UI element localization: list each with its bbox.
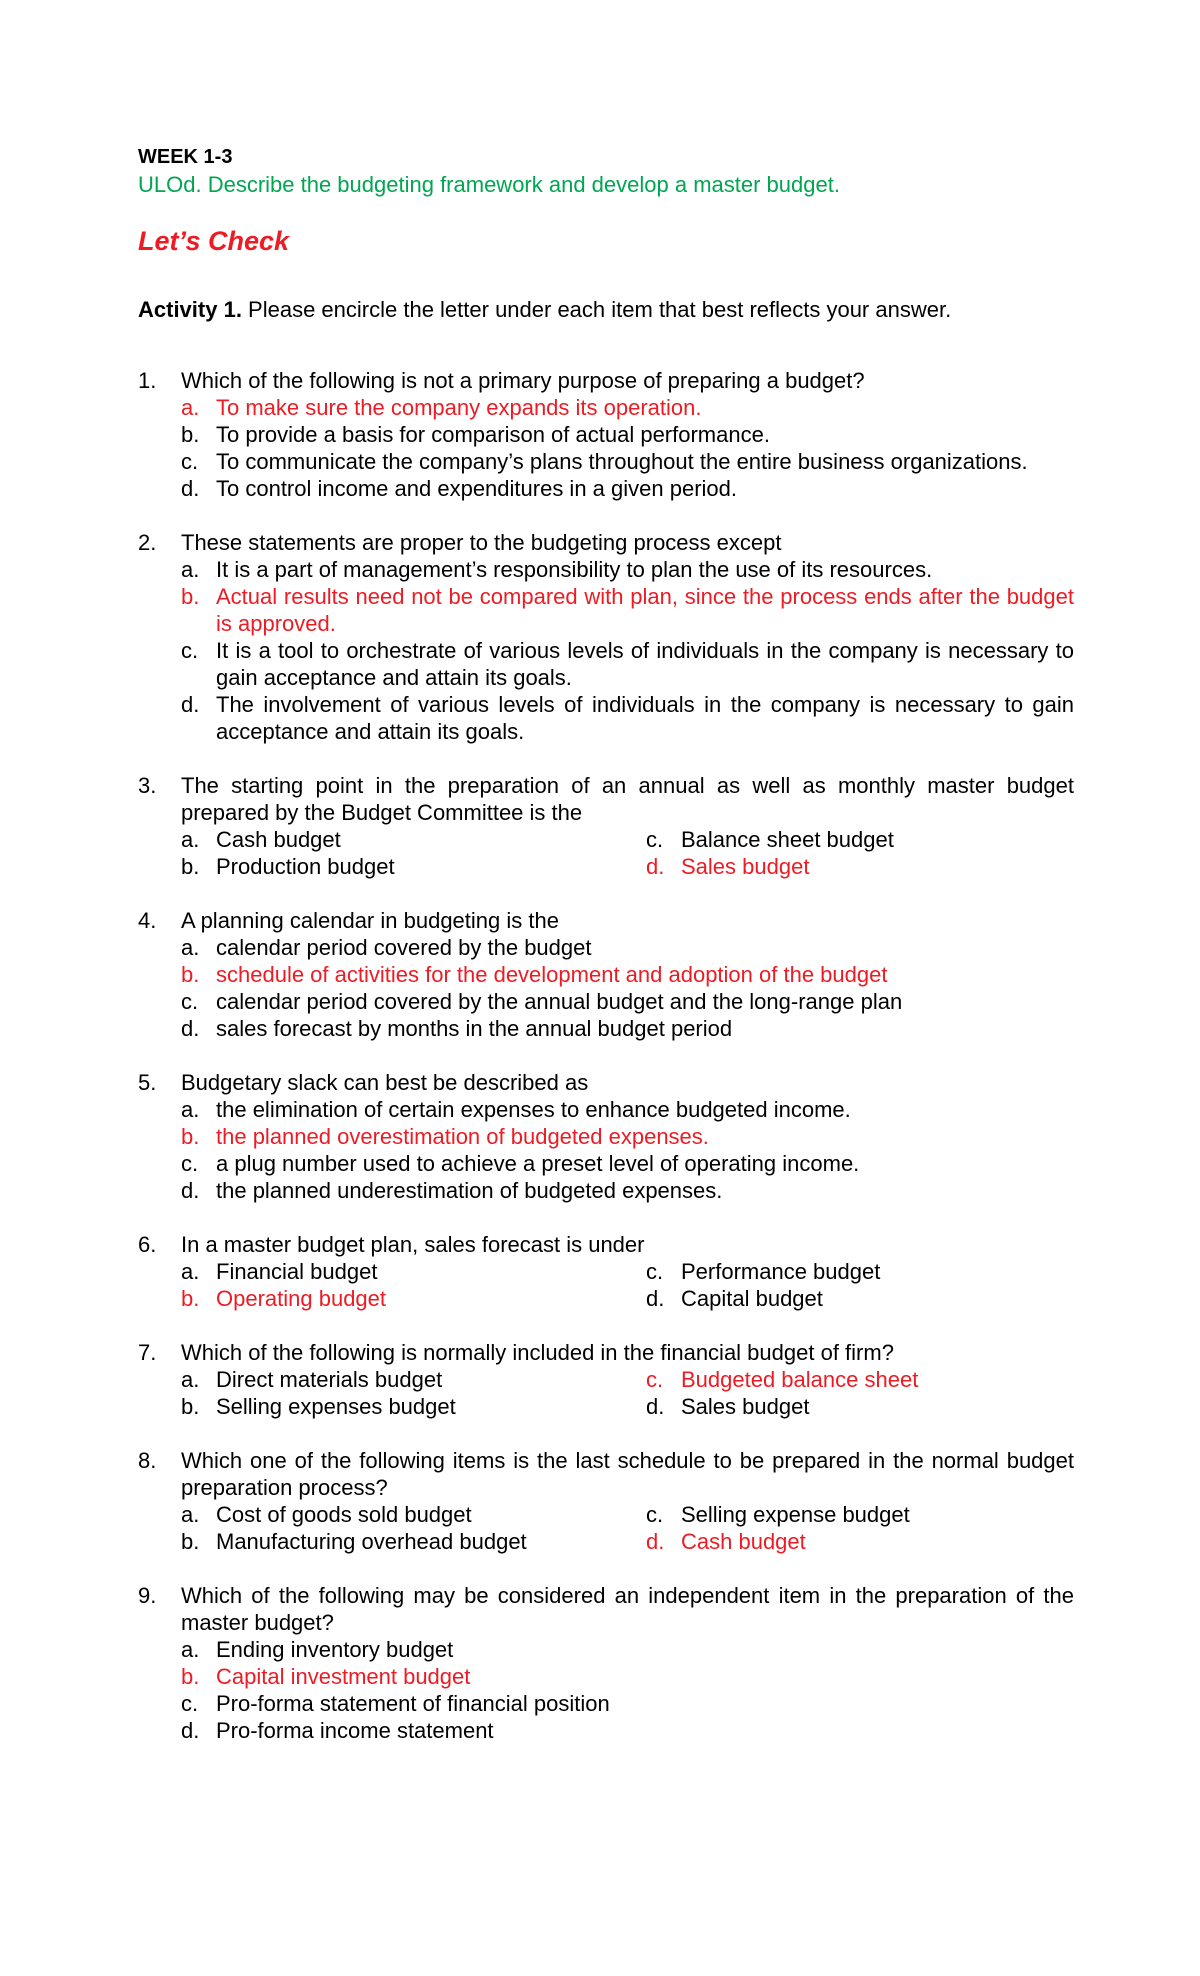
question-stem — [138, 529, 1074, 556]
answer-option[interactable] — [646, 1285, 1074, 1312]
ulo-statement: ULOd. Describe the budgeting framework and develop a master budget. — [138, 172, 840, 197]
option-letter: b. — [181, 584, 200, 609]
question-number: 4. — [138, 908, 157, 933]
answer-option[interactable] — [181, 1366, 646, 1393]
option-text: the elimination of certain expenses to enhance budgeted income. — [216, 1097, 851, 1122]
option-text: Direct materials budget — [216, 1367, 443, 1392]
option-letter: c. — [181, 638, 199, 663]
activity-label: Activity 1. — [138, 297, 242, 322]
question-number: 2. — [138, 530, 157, 555]
option-text: To provide a basis for comparison of actual performance. — [216, 422, 770, 447]
option-text: Balance sheet budget — [681, 827, 894, 852]
option-text: schedule of activities for the development and adoption of the budget — [216, 962, 888, 987]
activity-text: Please encircle the letter under each item that best reflects your answer. — [241, 297, 952, 322]
option-text: Selling expenses budget — [216, 1394, 456, 1419]
question-stem — [138, 1582, 1074, 1636]
option-letter: c. — [181, 1151, 199, 1176]
week-label: WEEK 1-3 — [138, 146, 233, 168]
question-item — [138, 1339, 1074, 1420]
answer-option[interactable] — [181, 826, 646, 853]
option-text: Operating budget — [216, 1286, 387, 1311]
answer-option-highlighted[interactable] — [181, 961, 1074, 988]
option-letter: b. — [181, 1286, 200, 1311]
option-letter: d. — [646, 1286, 665, 1311]
answer-options — [181, 934, 1074, 1042]
option-text: Actual results need not be compared with plan, since the process ends after the budget is approved. — [216, 584, 1074, 636]
answer-options — [181, 556, 1074, 745]
option-text: It is a part of management’s responsibility to plan the use of its resources. — [216, 557, 933, 582]
option-letter: b. — [181, 1529, 200, 1554]
answer-option[interactable] — [646, 1501, 1074, 1528]
answer-option[interactable] — [181, 1636, 1074, 1663]
option-letter: c. — [181, 989, 199, 1014]
option-letter: d. — [646, 854, 665, 879]
question-stem — [138, 772, 1074, 826]
question-stem — [138, 1231, 1074, 1258]
question-text: In a master budget plan, sales forecast is under — [181, 1232, 645, 1257]
question-list — [138, 367, 1074, 1771]
option-letter: b. — [181, 1394, 200, 1419]
option-text: a plug number used to achieve a preset level of operating income. — [216, 1151, 860, 1176]
option-letter: a. — [181, 557, 200, 582]
option-letter: a. — [181, 1259, 200, 1284]
option-text: The involvement of various levels of individuals in the company is necessary to gain acceptance and attain its goals. — [216, 692, 1074, 744]
answer-option[interactable] — [181, 1717, 1074, 1744]
question-text: These statements are proper to the budgeting process except — [181, 530, 782, 555]
option-text: Ending inventory budget — [216, 1637, 454, 1662]
question-item — [138, 529, 1074, 745]
option-text: Cost of goods sold budget — [216, 1502, 472, 1527]
question-number: 9. — [138, 1583, 157, 1608]
answer-option[interactable] — [181, 475, 1074, 502]
option-text: sales forecast by months in the annual budget period — [216, 1016, 733, 1041]
option-text: Cash budget — [216, 827, 341, 852]
option-text: Capital investment budget — [216, 1664, 471, 1689]
answer-option-highlighted[interactable] — [646, 1366, 1074, 1393]
answer-option-highlighted[interactable] — [181, 583, 1074, 637]
option-text: the planned overestimation of budgeted expenses. — [216, 1124, 709, 1149]
option-text: Sales budget — [681, 1394, 810, 1419]
answer-options — [181, 394, 1074, 502]
answer-option[interactable] — [181, 934, 1074, 961]
question-number: 8. — [138, 1448, 157, 1473]
option-letter: d. — [181, 476, 200, 501]
question-text: Which of the following is not a primary purpose of preparing a budget? — [181, 368, 865, 393]
question-text: The starting point in the preparation of an annual as well as monthly master budget prepared by the Budget Committee is the — [181, 773, 1074, 825]
option-text: Budgeted balance sheet — [681, 1367, 919, 1392]
option-letter: b. — [181, 1124, 200, 1149]
answer-option[interactable] — [181, 556, 1074, 583]
option-text: Production budget — [216, 854, 395, 879]
answer-options — [181, 1501, 1074, 1555]
question-text: Budgetary slack can best be described as — [181, 1070, 589, 1095]
answer-option[interactable] — [646, 1393, 1074, 1420]
answer-option[interactable] — [181, 1690, 1074, 1717]
option-letter: b. — [181, 1664, 200, 1689]
answer-option[interactable] — [181, 853, 646, 880]
answer-option[interactable] — [181, 1015, 1074, 1042]
option-text: Sales budget — [681, 854, 810, 879]
option-letter: c. — [646, 827, 664, 852]
answer-option-highlighted[interactable] — [181, 394, 1074, 421]
question-stem — [138, 1447, 1074, 1501]
option-letter: d. — [646, 1394, 665, 1419]
option-letter: d. — [646, 1529, 665, 1554]
option-letter: a. — [181, 1097, 200, 1122]
option-text: To make sure the company expands its operation. — [216, 395, 702, 420]
option-letter: b. — [181, 962, 200, 987]
answer-options — [181, 826, 1074, 880]
option-letter: a. — [181, 395, 200, 420]
answer-option[interactable] — [181, 691, 1074, 745]
question-number: 1. — [138, 368, 157, 393]
option-letter: d. — [181, 1178, 200, 1203]
option-text: Pro-forma income statement — [216, 1718, 494, 1743]
question-item — [138, 1231, 1074, 1312]
question-item — [138, 1582, 1074, 1744]
question-stem — [138, 1069, 1074, 1096]
option-letter: a. — [181, 1502, 200, 1527]
answer-option[interactable] — [181, 1501, 646, 1528]
option-text: Selling expense budget — [681, 1502, 910, 1527]
question-item — [138, 367, 1074, 502]
option-letter: a. — [181, 1367, 200, 1392]
option-text: To communicate the company’s plans throughout the entire business organizations. — [216, 449, 1028, 474]
option-text: Capital budget — [681, 1286, 823, 1311]
answer-option[interactable] — [181, 1393, 646, 1420]
answer-options — [181, 1636, 1074, 1744]
option-text: the planned underestimation of budgeted expenses. — [216, 1178, 723, 1203]
option-letter: c. — [646, 1259, 664, 1284]
answer-option-highlighted[interactable] — [646, 1528, 1074, 1555]
option-letter: c. — [181, 449, 199, 474]
section-title: Let’s Check — [138, 226, 290, 256]
option-letter: b. — [181, 854, 200, 879]
question-text: A planning calendar in budgeting is the — [181, 908, 559, 933]
question-number: 7. — [138, 1340, 157, 1365]
answer-options — [181, 1258, 1074, 1312]
question-item — [138, 772, 1074, 880]
answer-option[interactable] — [181, 448, 1074, 475]
answer-option[interactable] — [181, 1528, 646, 1555]
option-text: Performance budget — [681, 1259, 881, 1284]
option-text: calendar period covered by the budget — [216, 935, 592, 960]
question-number: 5. — [138, 1070, 157, 1095]
answer-option[interactable] — [181, 1177, 1074, 1204]
option-letter: a. — [181, 827, 200, 852]
answer-option[interactable] — [181, 1096, 1074, 1123]
answer-option[interactable] — [181, 1150, 1074, 1177]
question-number: 6. — [138, 1232, 157, 1257]
option-letter: a. — [181, 935, 200, 960]
option-letter: d. — [181, 1718, 200, 1743]
answer-options — [181, 1366, 1074, 1420]
answer-option-highlighted[interactable] — [181, 1285, 646, 1312]
question-item — [138, 1447, 1074, 1555]
option-text: calendar period covered by the annual budget and the long-range plan — [216, 989, 903, 1014]
question-stem — [138, 367, 1074, 394]
option-letter: d. — [181, 1016, 200, 1041]
option-text: It is a tool to orchestrate of various levels of individuals in the company is necessary to gain acceptance and attain its goals. — [216, 638, 1074, 690]
answer-option[interactable] — [181, 1258, 646, 1285]
question-text: Which one of the following items is the last schedule to be prepared in the normal budget preparation process? — [181, 1448, 1074, 1500]
answer-options — [181, 1096, 1074, 1204]
option-letter: c. — [181, 1691, 199, 1716]
option-letter: c. — [646, 1367, 664, 1392]
question-text: Which of the following is normally included in the financial budget of firm? — [181, 1340, 894, 1365]
option-text: Manufacturing overhead budget — [216, 1529, 527, 1554]
answer-option-highlighted[interactable] — [181, 1663, 1074, 1690]
option-letter: d. — [181, 692, 200, 717]
question-stem — [138, 1339, 1074, 1366]
answer-option[interactable] — [181, 637, 1074, 691]
question-stem — [138, 907, 1074, 934]
answer-option-highlighted[interactable] — [181, 1123, 1074, 1150]
question-text: Which of the following may be considered an independent item in the preparation of the master budget? — [181, 1583, 1074, 1635]
option-text: Financial budget — [216, 1259, 378, 1284]
activity-instruction — [138, 297, 951, 323]
option-letter: c. — [646, 1502, 664, 1527]
question-item — [138, 1069, 1074, 1204]
option-text: Cash budget — [681, 1529, 806, 1554]
answer-option-highlighted[interactable] — [646, 853, 1074, 880]
answer-option[interactable] — [646, 826, 1074, 853]
answer-option[interactable] — [646, 1258, 1074, 1285]
answer-option[interactable] — [181, 421, 1074, 448]
question-number: 3. — [138, 773, 157, 798]
option-letter: a. — [181, 1637, 200, 1662]
option-text: Pro-forma statement of financial position — [216, 1691, 610, 1716]
option-letter: b. — [181, 422, 200, 447]
question-item — [138, 907, 1074, 1042]
option-text: To control income and expenditures in a given period. — [216, 476, 737, 501]
answer-option[interactable] — [181, 988, 1074, 1015]
